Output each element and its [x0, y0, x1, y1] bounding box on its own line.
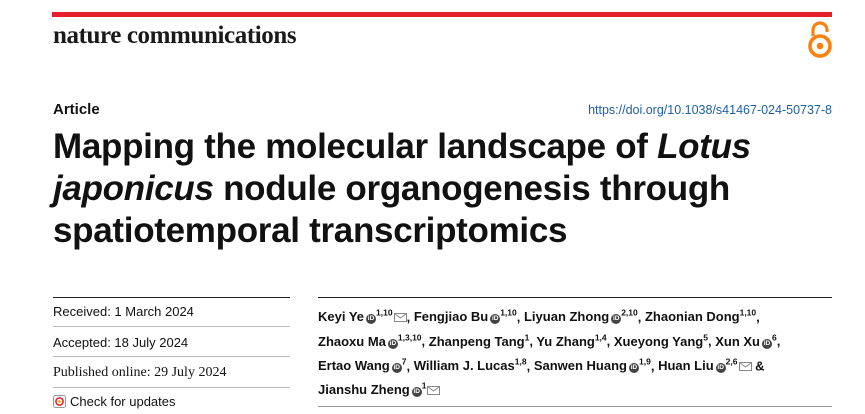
title-text-2: nodule organogenesis through spatiotemporal transcriptomics [53, 169, 730, 250]
author-name[interactable]: Xueyong Yang [613, 333, 704, 349]
author-affiliation: 1,10 [376, 308, 393, 318]
authors-bottom-rule [318, 406, 832, 407]
author-name[interactable]: William J. Lucas [413, 357, 515, 373]
mail-icon[interactable] [427, 386, 440, 395]
check-for-updates-label: Check for updates [70, 394, 176, 409]
mail-icon[interactable] [739, 362, 752, 371]
author-name[interactable]: Sanwen Huang [533, 357, 627, 373]
open-access-icon [806, 20, 834, 60]
author-affiliation: 1,8 [514, 356, 527, 367]
author-affiliation: 7 [401, 356, 407, 367]
orcid-icon[interactable]: iD [367, 315, 375, 323]
check-for-updates-button[interactable] [53, 394, 176, 409]
author-affiliation: 1,10 [739, 308, 757, 318]
author-name[interactable]: Huan Liu [658, 357, 714, 373]
orcid-icon[interactable]: iD [413, 388, 420, 396]
check-for-updates-icon [53, 395, 66, 408]
author-entry [524, 309, 638, 324]
date-divider-2 [53, 356, 290, 357]
author-name[interactable]: Liyuan Zhong [523, 309, 610, 325]
author-entry [318, 309, 407, 324]
article-type: Article [53, 101, 100, 118]
author-affiliation: 6 [771, 332, 777, 343]
author-entry [658, 358, 751, 373]
author-list: Keyi Ye iD$^{1,10}$ , Fengjiao Bu iD$^{1,10}$, Liyuan Zhong iD$^{2,10}$, Zhaonian Dong$^{1,10}$, Zhaoxu Ma iD$^{1,3,10}$, Zhanpeng Tang$^1$, Yu Zhang$^{1,4}$, Xueyong Yang$^5$, Xun Xu $iD^6$, Ertao Wang $iD^7$, William J. Lucas$^{1,8}$, Sanwen Huang iD$^{1,9}$, Huan Liu iD$^{2,6}$ & Jianshu Zheng $iD^1$ [318, 308, 781, 398]
orcid-icon[interactable]: iD [763, 339, 771, 347]
orcid-icon[interactable]: iD [491, 315, 499, 323]
authors-top-rule [318, 297, 832, 298]
orcid-icon[interactable]: iD [630, 363, 638, 371]
author-affiliation: 1 [421, 380, 427, 391]
author-entry [534, 358, 651, 373]
author-entry [429, 334, 530, 349]
doi-link[interactable]: https://doi.org/10.1038/s41467-024-50737-8 [588, 103, 832, 117]
author-entry [536, 334, 606, 349]
orcid-icon[interactable]: iD [389, 339, 397, 347]
date-divider-3 [53, 387, 290, 388]
author-entry [645, 309, 756, 324]
date-divider-1 [53, 326, 290, 327]
author-entry [318, 358, 406, 373]
author-name[interactable]: Fengjiao Bu [413, 309, 489, 325]
author-affiliation: 1 [524, 332, 530, 343]
author-name[interactable]: Keyi Ye [318, 309, 365, 325]
author-name[interactable]: Zhanpeng Tang [428, 333, 525, 349]
dates-top-rule [53, 297, 290, 298]
journal-header-bar [52, 12, 832, 17]
author-affiliation: 1,9 [639, 356, 651, 367]
title-text-1: Mapping the molecular landscape of [53, 127, 658, 166]
author-name[interactable]: Jianshu Zheng [318, 382, 410, 398]
author-entry [318, 382, 440, 397]
author-affiliation: 2,10 [621, 308, 638, 318]
author-name[interactable]: Yu Zhang [536, 333, 595, 349]
author-affiliation: 1,10 [500, 308, 517, 318]
article-title [53, 126, 843, 252]
author-entry [614, 334, 708, 349]
author-affiliation: 5 [703, 332, 708, 343]
orcid-icon[interactable]: iD [717, 363, 724, 371]
title-italic-species: japonicus [53, 169, 214, 208]
published-date: Published online: 29 July 2024 [53, 365, 227, 380]
author-affiliation: 2,6 [725, 356, 738, 367]
received-date: Received: 1 March 2024 [53, 304, 194, 319]
mail-icon[interactable] [394, 313, 407, 322]
orcid-icon[interactable]: iD [393, 363, 400, 371]
author-entry [318, 334, 422, 349]
author-entry [715, 334, 777, 349]
journal-name[interactable]: nature communications [53, 22, 297, 49]
author-name[interactable]: Zhaonian Dong [644, 309, 740, 325]
author-affiliation: 1,4 [594, 332, 607, 343]
accepted-date: Accepted: 18 July 2024 [53, 335, 189, 350]
author-entry [414, 358, 527, 373]
author-name[interactable]: Ertao Wang [318, 357, 390, 373]
orcid-icon[interactable]: iD [612, 315, 620, 323]
author-entry [414, 309, 517, 324]
author-name[interactable]: Xun Xu [715, 333, 760, 349]
title-italic-genus: Lotus [657, 127, 751, 166]
author-affiliation: 1,3,10 [397, 332, 422, 343]
author-name[interactable]: Zhaoxu Ma [318, 333, 386, 349]
